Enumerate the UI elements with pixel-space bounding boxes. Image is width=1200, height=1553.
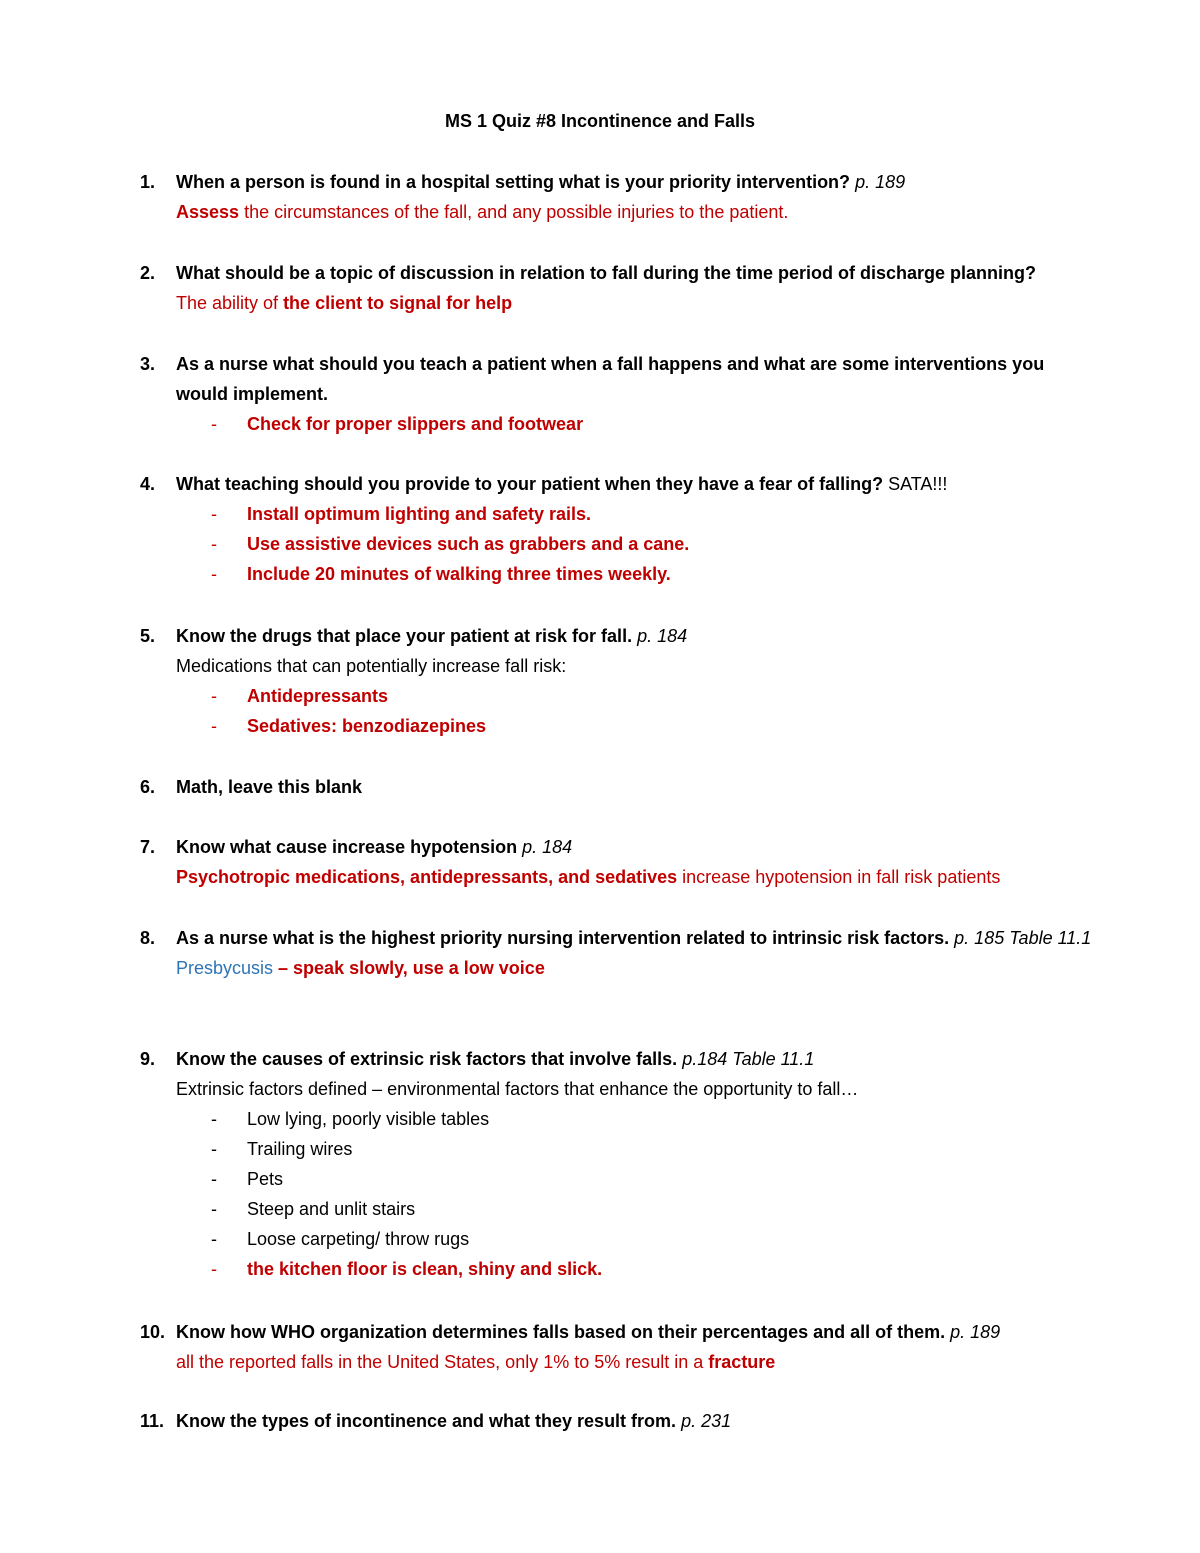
question-9	[140, 1044, 1100, 1284]
list-item: - Trailing wires	[211, 1139, 353, 1159]
question-number: 8.	[140, 928, 156, 948]
question-text: Know the causes of extrinsic risk factors that involve falls.	[176, 1049, 678, 1069]
page-reference: p. 189	[950, 1322, 1001, 1342]
subheading: Medications that can potentially increase fall risk:	[176, 656, 567, 676]
question-7	[140, 832, 1100, 892]
question-text: What should be a topic of discussion in relation to fall during the time period of discharge planning?	[176, 263, 1037, 283]
page-reference: p. 184	[522, 837, 573, 857]
list-item: - Low lying, poorly visible tables	[211, 1109, 490, 1129]
subheading: Extrinsic factors defined – environmental factors that enhance the opportunity to fall…	[176, 1079, 859, 1099]
question-4	[140, 469, 1100, 589]
question-text: As a nurse what is the highest priority nursing intervention related to intrinsic risk factors.	[176, 928, 950, 948]
page-reference: p. 231	[681, 1411, 732, 1431]
question-number: 6.	[140, 777, 156, 797]
question-8	[140, 923, 1100, 983]
list-item: - Steep and unlit stairs	[211, 1199, 416, 1219]
list-item: - Pets	[211, 1169, 284, 1189]
question-number: 3.	[140, 354, 156, 374]
question-number: 2.	[140, 263, 156, 283]
question-text: What teaching should you provide to your patient when they have a fear of falling?	[176, 474, 884, 494]
list-item: - Loose carpeting/ throw rugs	[211, 1229, 470, 1249]
question-text: Know how WHO organization determines falls based on their percentages and all of them.	[176, 1322, 946, 1342]
answer-bullet: - the kitchen floor is clean, shiny and slick.	[211, 1259, 603, 1279]
answer-bullet: - Include 20 minutes of walking three times weekly.	[211, 564, 671, 584]
question-5	[140, 621, 1100, 741]
question-text: When a person is found in a hospital setting what is your priority intervention?	[176, 172, 851, 192]
question-2	[140, 258, 1100, 318]
answer: all the reported falls in the United States, only 1% to 5% result in a fracture	[176, 1352, 776, 1372]
answer-bullet: - Check for proper slippers and footwear	[211, 414, 584, 434]
answer: The ability of the client to signal for help	[176, 293, 513, 313]
question-number: 10.	[140, 1322, 166, 1342]
question-number: 4.	[140, 474, 156, 494]
page-reference: p.184 Table 11.1	[682, 1049, 815, 1069]
question-text: Know the types of incontinence and what they result from.	[176, 1411, 677, 1431]
question-number: 7.	[140, 837, 156, 857]
question-text: Know what cause increase hypotension	[176, 837, 518, 857]
answer-bullet: - Install optimum lighting and safety rails.	[211, 504, 592, 524]
page-reference: p. 189	[855, 172, 906, 192]
document-title: MS 1 Quiz #8 Incontinence and Falls	[444, 111, 756, 131]
answer-bullet: - Use assistive devices such as grabbers and a cane.	[211, 534, 690, 554]
answer: Presbycusis – speak slowly, use a low voice	[176, 958, 545, 978]
question-number: 5.	[140, 626, 156, 646]
question-3	[140, 349, 1100, 439]
question-number: 1.	[140, 172, 156, 192]
answer: Psychotropic medications, antidepressants, and sedatives increase hypotension in fall risk patients	[176, 867, 1001, 887]
question-10	[140, 1317, 1100, 1377]
question-text: Math, leave this blank	[176, 777, 363, 797]
question-number: 11.	[140, 1411, 165, 1431]
question-1	[140, 167, 1100, 227]
question-note: SATA!!!	[883, 474, 948, 494]
question-text: As a nurse what should you teach a patient when a fall happens and what are some interventions you would implement.	[176, 354, 1045, 404]
question-text: Know the drugs that place your patient at risk for fall.	[176, 626, 633, 646]
answer-bullet: - Sedatives: benzodiazepines	[211, 716, 487, 736]
page-reference: p. 185 Table 11.1	[954, 928, 1092, 948]
question-6	[140, 772, 1100, 802]
page-reference: p. 184	[637, 626, 688, 646]
answer-bullet: - Antidepressants	[211, 686, 389, 706]
question-number: 9.	[140, 1049, 156, 1069]
answer: Assess the circumstances of the fall, and any possible injuries to the patient.	[176, 202, 789, 222]
question-11	[140, 1406, 1100, 1436]
